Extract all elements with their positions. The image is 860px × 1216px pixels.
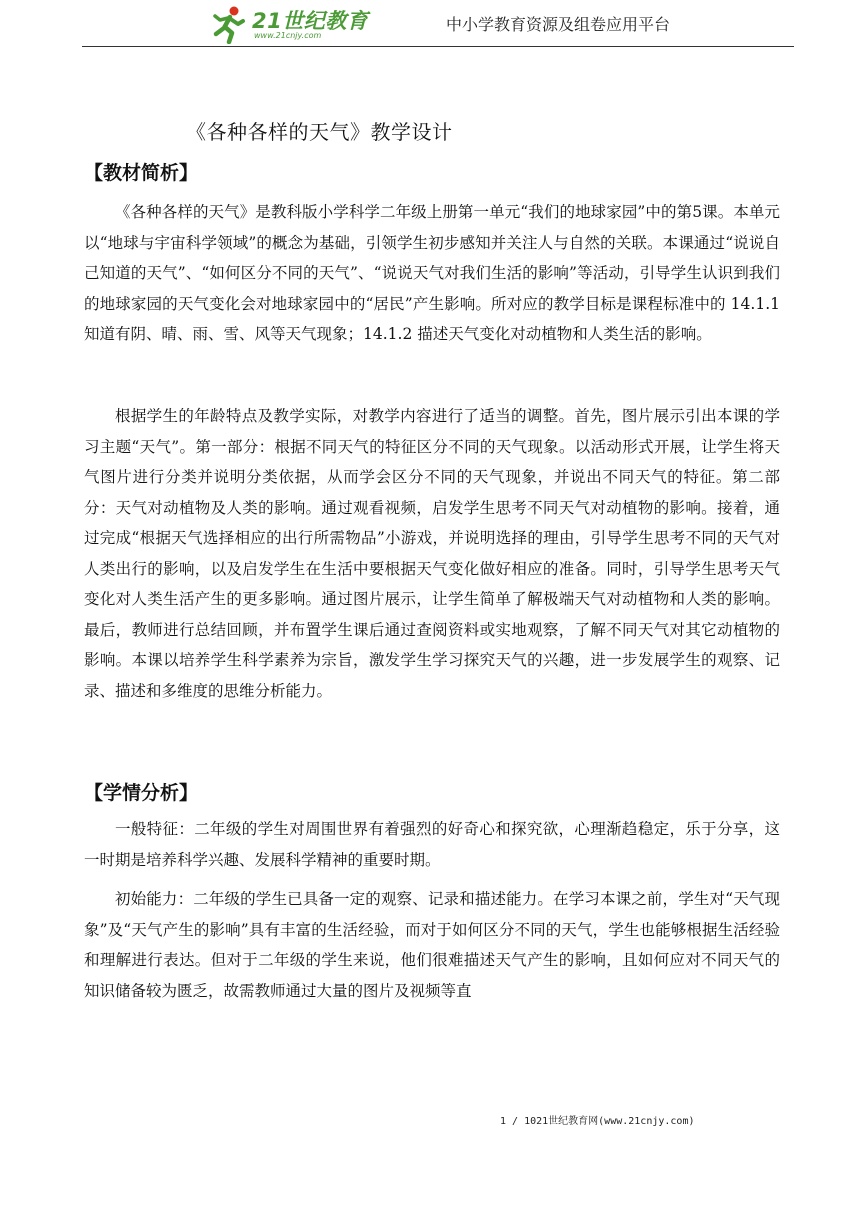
section-heading-textbook-analysis: 【教材简析】 xyxy=(84,162,199,184)
header-divider xyxy=(82,46,794,47)
logo-url: www.21cnjy.com xyxy=(254,31,322,40)
logo-text: 21世纪教育 xyxy=(252,9,369,33)
site-logo[interactable] xyxy=(208,4,378,44)
document-title: 《各种各样的天气》教学设计 xyxy=(186,120,453,144)
platform-name: 中小学教育资源及组卷应用平台 xyxy=(446,15,671,34)
section-heading-learner-analysis: 【学情分析】 xyxy=(84,782,199,804)
paragraph: 《各种各样的天气》是教科版小学科学二年级上册第一单元“我们的地球家园”中的第5课。本单元以“地球与宇宙科学领域”的概念为基础，引领学生初步感知并关注人与自然的关联。本课通过“说说自己知道的天气”、“如何区分不同的天气”、“说说天气对我们生活的影响”等活动，引导学生认识到我们的地球家园的天气变化会对地球家园中的“居民”产生影响。所对应的教学目标是课程标准中的 14.1.1 知道有阴、晴、雨、雪、风等天气现象；14.1.2 描述天气变化对动植物和人类生活的影响。 xyxy=(84,203,780,343)
paragraph: 根据学生的年龄特点及教学实际，对教学内容进行了适当的调整。首先，图片展示引出本课的学习主题“天气”。第一部分：根据不同天气的特征区分不同的天气现象。以活动形式开展，让学生将天气图片进行分类并说明分类依据，从而学会区分不同的天气现象，并说出不同天气的特征。第二部分：天气对动植物及人类的影响。通过观看视频，启发学生思考不同天气对动植物的影响。接着，通过完成“根据天气选择相应的出行所需物品”小游戏，并说明选择的理由，引导学生思考不同的天气对人类出行的影响，以及启发学生在生活中要根据天气变化做好相应的准备。同时，引导学生思考天气变化对人类生活产生的更多影响。通过图片展示，让学生简单了解极端天气对动植物和人类的影响。最后，教师进行总结回顾，并布置学生课后通过查阅资料或实地观察，了解不同天气对其它动植物的影响。本课以培养学生科学素养为宗旨，激发学生学习探究天气的兴趣，进一步发展学生的观察、记录、描述和多维度的思维分析能力。 xyxy=(84,407,780,700)
running-figure-icon xyxy=(208,4,248,44)
page-header xyxy=(0,0,860,48)
paragraph: 一般特征：二年级的学生对周围世界有着强烈的好奇心和探究欲，心理渐趋稳定，乐于分享，这一时期是培养科学兴趣、发展科学精神的重要时期。 xyxy=(84,820,780,869)
paragraph: 初始能力：二年级的学生已具备一定的观察、记录和描述能力。在学习本课之前，学生对“天气现象”及“天气产生的影响”具有丰富的生活经验，而对于如何区分不同的天气，学生也能够根据生活经验和理解进行表达。但对于二年级的学生来说，他们很难描述天气产生的影响，且如何应对不同天气的知识储备较为匮乏，故需教师通过大量的图片及视频等直 xyxy=(84,890,780,1000)
page-footer: 1 / 1021世纪教育网(www.21cnjy.com) xyxy=(500,1116,695,1127)
